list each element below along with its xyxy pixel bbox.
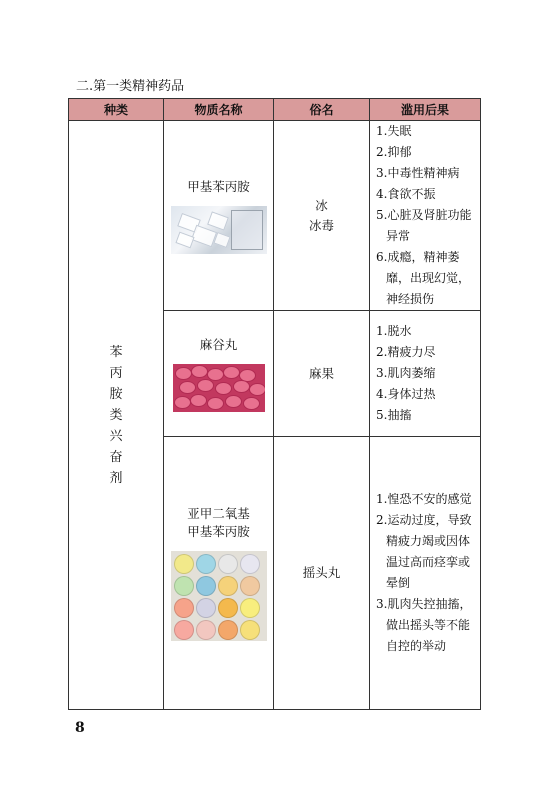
- effect-item: 1.脱水: [376, 324, 412, 338]
- category-char: 奋: [109, 449, 123, 465]
- header-effects: 滥用后果: [370, 99, 481, 121]
- table-row: [69, 121, 481, 311]
- effect-item: 3.中毒性精神病: [376, 166, 460, 180]
- table-header-row: [69, 99, 481, 121]
- substance-cell: [164, 311, 274, 437]
- page-number: 8: [75, 720, 85, 736]
- drug-table: [68, 98, 481, 710]
- methamphetamine-photo: [171, 206, 267, 254]
- effects-cell: [370, 437, 481, 710]
- effects-cell: [370, 121, 481, 311]
- substance-name: 麻谷丸: [199, 336, 238, 352]
- slang-name: 冰毒: [308, 217, 334, 233]
- category-char: 丙: [109, 365, 123, 381]
- section-title: 二.第一类精神药品: [76, 79, 185, 94]
- substance-name: 甲基苯丙胺: [187, 178, 250, 194]
- effect-item: 4.身体过热: [376, 387, 436, 401]
- category-char: 类: [109, 407, 123, 423]
- effect-item: 4.食欲不振: [376, 187, 436, 201]
- category-cell: [69, 121, 164, 710]
- effect-item: 2.抑郁: [376, 145, 412, 159]
- effects-cell: [370, 311, 481, 437]
- effect-item: 1.惶恐不安的感觉: [376, 492, 472, 506]
- substance-name: 亚甲二氧基: [187, 506, 250, 521]
- effect-item: 3.肌肉失控抽搐，做出摇头等不能自控的举动: [376, 597, 472, 653]
- magu-pills-photo: [173, 364, 265, 412]
- effect-item: 3.肌肉萎缩: [376, 366, 436, 380]
- effect-item: 2.运动过度，导致精疲力竭或因体温过高而痉挛或晕倒: [376, 513, 472, 590]
- slang-cell: [274, 121, 370, 311]
- slang-cell: [274, 437, 370, 710]
- effect-item: 1.失眠: [376, 124, 412, 138]
- header-slang: 俗名: [274, 99, 370, 121]
- effect-item: 5.抽搐: [376, 408, 412, 422]
- category-char: 苯: [109, 344, 123, 360]
- ecstasy-tablets-photo: [171, 551, 267, 641]
- slang-cell: [274, 311, 370, 437]
- category-char: 剂: [109, 470, 123, 486]
- slang-name: 冰: [315, 197, 328, 213]
- effect-item: 5.心脏及肾脏功能异常: [376, 208, 472, 243]
- substance-cell: [164, 121, 274, 311]
- substance-cell: [164, 437, 274, 710]
- category-char: 胺: [109, 386, 123, 402]
- category-char: 兴: [109, 428, 123, 444]
- effect-item: 2.精疲力尽: [376, 345, 436, 359]
- effect-item: 6.成瘾，精神萎靡，出现幻觉，神经损伤: [376, 250, 471, 306]
- header-substance: 物质名称: [164, 99, 274, 121]
- substance-name: 甲基苯丙胺: [187, 524, 250, 539]
- header-category: 种类: [69, 99, 164, 121]
- slang-name: 麻果: [308, 365, 334, 381]
- slang-name: 摇头丸: [302, 565, 341, 580]
